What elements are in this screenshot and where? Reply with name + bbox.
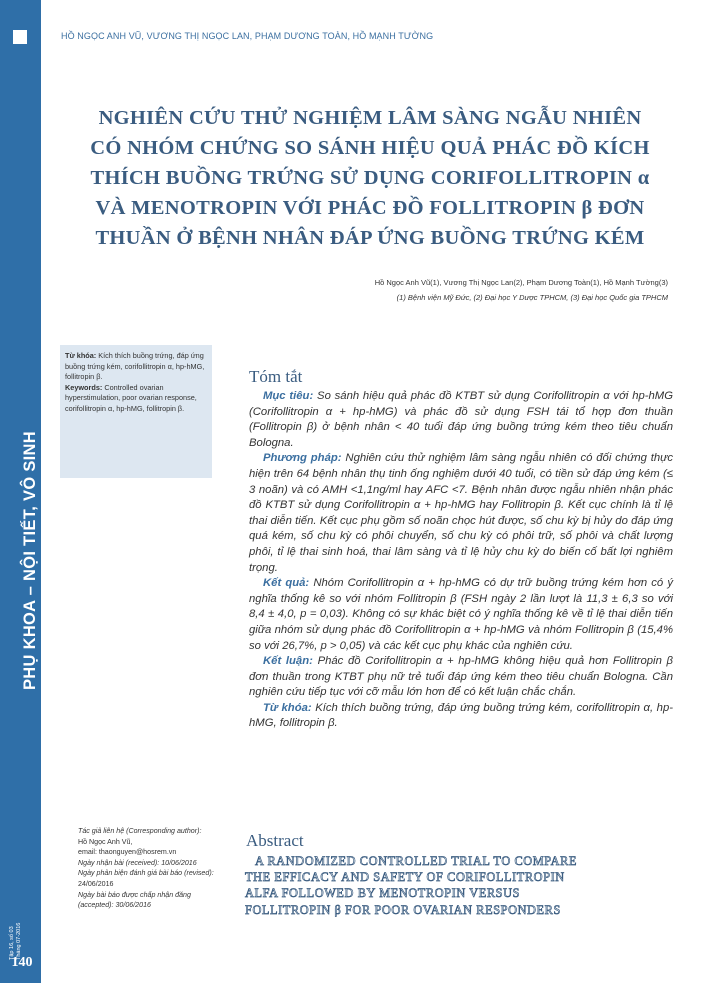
english-title-line: A RANDOMIZED CONTROLLED TRIAL TO COMPARE (255, 854, 577, 868)
summary-keywords-label: Từ khóa: (263, 701, 312, 714)
result-text: Nhóm Corifollitropin α + hp-hMG có dự trữ buồng trứng kém hơn có ý nghĩa thống kê so với nhóm Follitropin β (FSH ngày 2 lần lượt là 11,3 ± 6,3 so với 8,4 ± 4,0, p = 0,03). Không có sự khác biệt có ý nghĩa thống kê về tỉ lệ thai diễn tiến giữa nhóm sử dụng phác đồ Corifollitropin α + hp-hMG và nhóm Follitropin β (15,4% so với 26,7%, p > 0,05) và các kết cục phụ khác của nghiên cứu. (249, 577, 673, 652)
title-line: THÍCH BUỒNG TRỨNG SỬ DỤNG CORIFOLLITROPIN α (90, 167, 650, 189)
corr-author-label: Tác giả liên hệ (Corresponding author): (78, 827, 202, 835)
english-title (245, 853, 670, 918)
corr-revised-label: Ngày phản biện đánh giá bài báo (revised): (78, 869, 214, 878)
volume-line2: Tháng 07-2016 (16, 922, 22, 960)
summary-keywords (249, 701, 673, 732)
summary-conclusion (249, 654, 673, 701)
corr-author-name: Hồ Ngọc Anh Vũ, (78, 837, 133, 846)
summary-result (249, 576, 673, 654)
keyword-en-text: Controlled ovarian hyperstimulation, poor ovarian response, corifollitropin α, hp-hMG, follitropin β. (65, 382, 197, 413)
corr-received: Ngày nhận bài (received): 10/06/2016 (78, 858, 197, 867)
page-number: 140 (11, 955, 33, 970)
conclusion-label: Kết luận: (263, 655, 313, 668)
summary-keywords-text: Kích thích buồng trứng, đáp ứng buồng trứng kém, corifollitropin α, hp-hMG, follitropin β. (249, 701, 674, 730)
keyword-vn-label: Từ khóa: (65, 351, 97, 360)
method-label: Phương pháp: (263, 452, 342, 465)
summary-body (249, 389, 673, 732)
sidebar-square-icon (13, 30, 27, 44)
corr-accepted-label: Ngày bài báo được chấp nhận đăng (78, 890, 191, 899)
corr-accepted-date: (accepted): 30/06/2016 (78, 901, 151, 910)
volume-line1: Tập 16, số 03 (9, 926, 15, 960)
keyword-en-label: Keywords: (65, 382, 103, 392)
title-line: CÓ NHÓM CHỨNG SO SÁNH HIỆU QUẢ PHÁC ĐỒ KÍCH (90, 137, 650, 159)
article-title (70, 103, 670, 253)
affiliations: (1) Bệnh viện Mỹ Đức, (2) Đại học Y Dược TPHCM, (3) Đại học Quốc gia TPHCM (396, 293, 668, 302)
summary-objective (249, 389, 673, 451)
english-title-line: ALFA FOLLOWED BY MENOTROPIN VERSUS (245, 886, 521, 901)
abstract-heading: Abstract (246, 831, 304, 850)
title-line: NGHIÊN CỨU THỬ NGHIỆM LÂM SÀNG NGẪU NHIÊN (98, 107, 642, 129)
keyword-vn-text: Kích thích buồng trứng, đáp ứng buồng trứng kém, corifollitropin α, hp-hMG, follitropin β. (65, 351, 205, 382)
correspondence-block (78, 826, 228, 911)
english-title-line: FOLLITROPIN β FOR POOR OVARIAN RESPONDERS (245, 902, 561, 917)
corr-email: email: thaonguyen@hosrem.vn (78, 848, 177, 857)
objective-text: So sánh hiệu quả phác đồ KTBT sử dụng Corifollitropin α với hp-hMG (Corifollitropin α + hp-hMG) và phác đồ sử dụng FSH tái tổ hợp đơn thuần (Follitropin β) ở bệnh nhân < 40 tuổi đáp ứng buồng trứng kém theo tiêu chuẩn Bologna. (249, 390, 674, 449)
section-label (6, 355, 39, 695)
result-label: Kết quả: (263, 577, 310, 590)
section-label-text: PHỤ KHOA – NỘI TIẾT, VÔ SINH (21, 431, 39, 690)
objective-label: Mục tiêu: (263, 390, 314, 402)
summary-heading: Tóm tắt (249, 367, 303, 386)
english-title-line: THE EFFICACY AND SAFETY OF CORIFOLLITROPIN (245, 870, 565, 885)
method-text: Nghiên cứu thử nghiệm lâm sàng ngẫu nhiên có đối chứng thực hiện trên 64 bệnh nhân thụ tinh ống nghiệm dưới 40 tuổi, có tiền sử đáp ứng kém (≤ 3 noãn) và có AMH <1,1ng/ml hay AFC <7. Bệnh nhân được ngẫu nhiên nhận phác đồ KTBT sử dụng Corifollitropin α + hp-hMG hay Follitropin β. Kết cục chính là tỉ lệ thai diễn tiến. Kết cục phụ gồm số noãn chọc hút được, số chu kỳ bị hủy do đáp ứng quá kém, số chu kỳ có phôi chuyển, số chu kỳ có phôi trữ, số phôi và chất lượng phôi, tỉ lệ thai sinh hoá, thai lâm sàng và tỉ lệ hủy chu kỳ do biến cố bất lợi nghiêm trọng. (249, 452, 673, 574)
conclusion-text: Phác đồ Corifollitropin α + hp-hMG không hiệu quả hơn Follitropin β đơn thuần trong KTBT phụ nữ trẻ tuổi đáp ứng kém theo tiêu chuẩn Bologna. Cần nghiên cứu tiếp tục với cỡ mẫu lớn hơn để có kết luận chắc chắn. (249, 655, 673, 699)
running-head: HỒ NGỌC ANH VŨ, VƯƠNG THỊ NGỌC LAN, PHẠM DƯƠNG TOÀN, HỒ MẠNH TƯỜNG (61, 31, 434, 41)
title-line: VÀ MENOTROPIN VỚI PHÁC ĐỒ FOLLITROPIN β ĐƠN (95, 197, 645, 219)
keyword-box (60, 345, 212, 478)
corr-revised-date: 24/06/2016 (78, 879, 114, 888)
sidebar (0, 0, 41, 983)
summary-method (249, 451, 673, 576)
author-list: Hồ Ngọc Anh Vũ(1), Vương Thị Ngọc Lan(2), Phạm Dương Toàn(1), Hồ Mạnh Tường(3) (374, 278, 668, 287)
title-line: THUẦN Ở BỆNH NHÂN ĐÁP ỨNG BUỒNG TRỨNG KÉM (95, 227, 645, 249)
